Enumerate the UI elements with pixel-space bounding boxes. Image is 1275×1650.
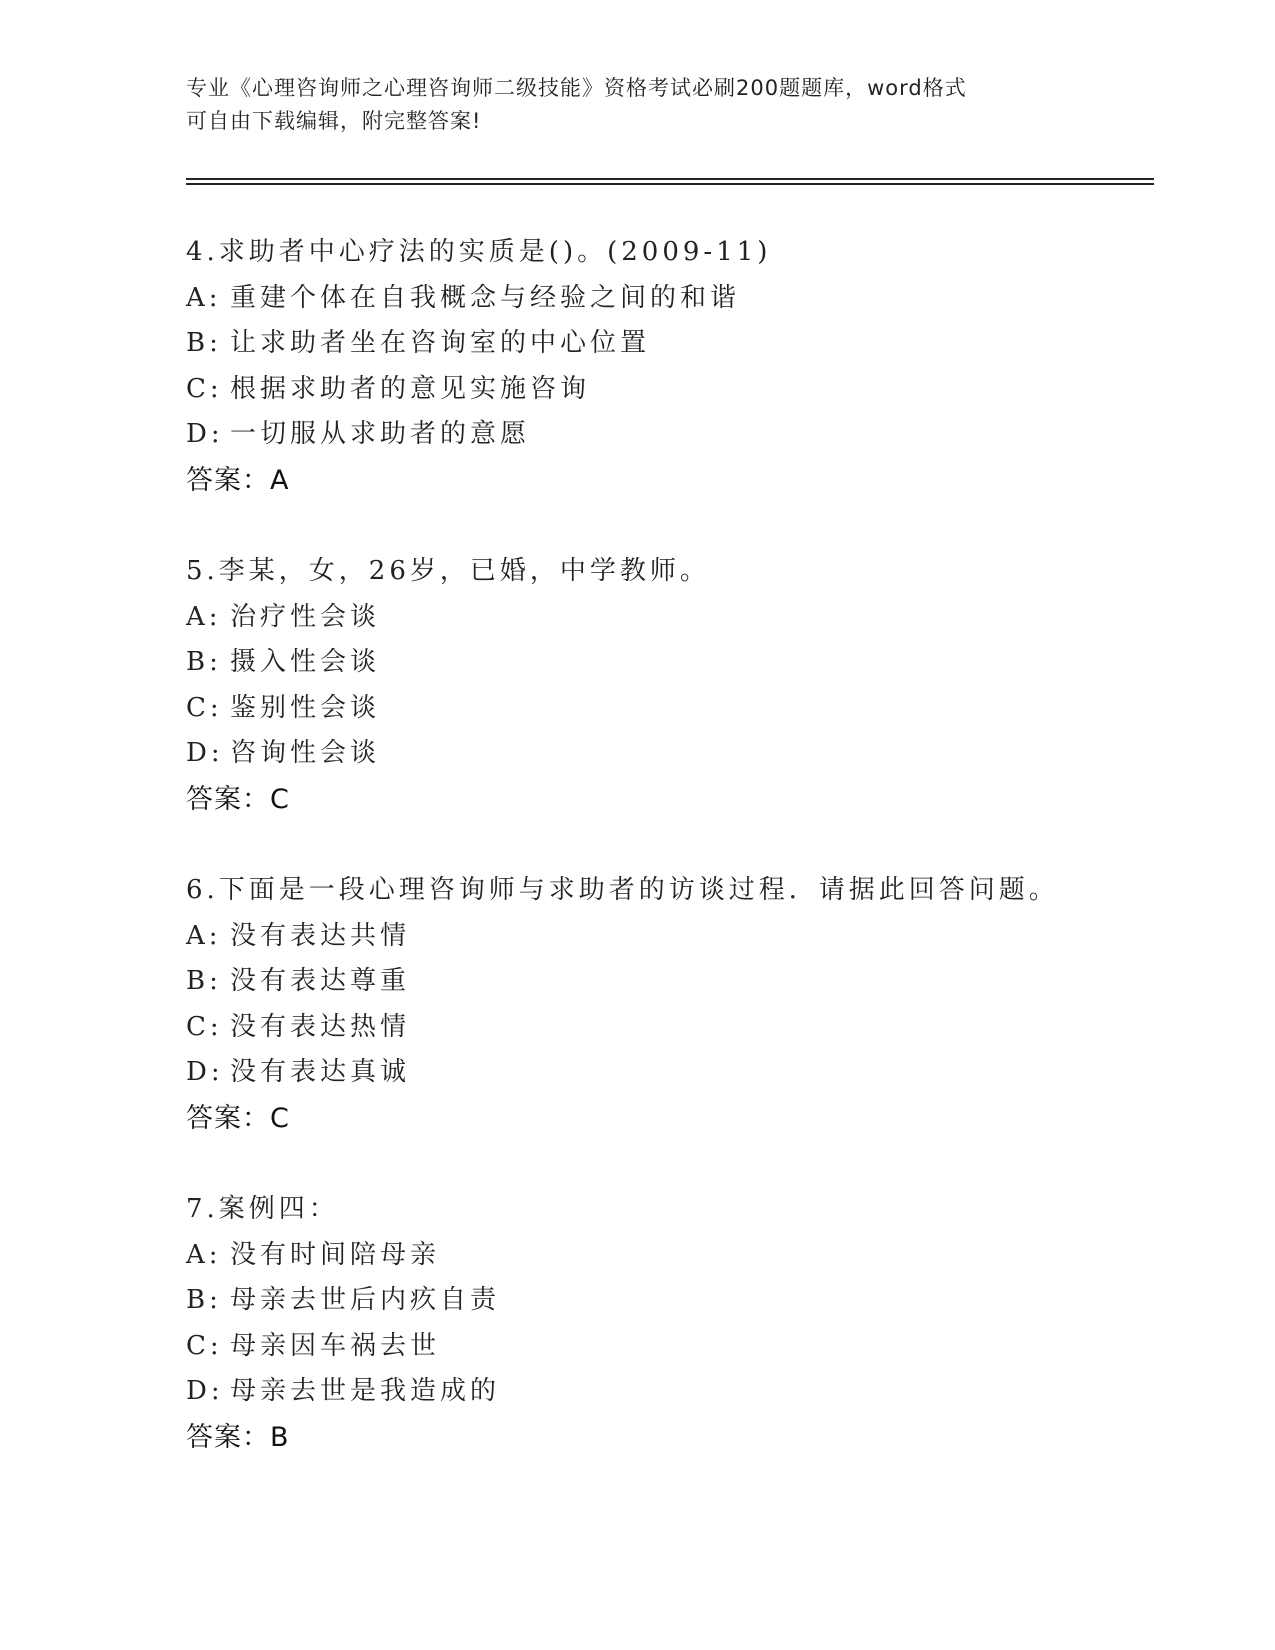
option-a	[186, 914, 1154, 960]
option-text: 治疗性会谈	[230, 601, 381, 632]
option-c	[186, 1324, 1154, 1370]
answer-line: 答案：A	[186, 464, 290, 496]
option-letter: A:	[186, 601, 222, 632]
question-stem: 7.案例四：	[186, 1194, 339, 1224]
question-stem: 4.求助者中心疗法的实质是()。(2009-11)	[186, 237, 772, 267]
question-5	[186, 549, 1154, 822]
question-stem: 6.下面是一段心理咨询师与求助者的访谈过程．请据此回答问题。	[186, 875, 1059, 905]
option-d	[186, 412, 1154, 458]
option-text: 摄入性会谈	[230, 647, 381, 677]
document-header	[186, 72, 1086, 138]
header-divider-top	[186, 178, 1154, 180]
option-letter: C:	[186, 692, 223, 723]
option-text: 根据求助者的意见实施咨询	[230, 373, 591, 404]
option-d	[186, 1369, 1154, 1415]
question-stem: 5.李某，女，26岁，已婚，中学教师。	[186, 556, 710, 586]
option-text: 咨询性会谈	[230, 738, 381, 768]
question-4	[186, 230, 1154, 503]
option-letter: D:	[186, 738, 224, 768]
answer-line: 答案：B	[186, 1421, 290, 1453]
option-text: 一切服从求助者的意愿	[230, 419, 531, 449]
question-7	[186, 1187, 1154, 1460]
option-letter: A:	[186, 1239, 222, 1270]
option-letter: C:	[186, 373, 223, 404]
option-c	[186, 1005, 1154, 1051]
option-text: 母亲去世是我造成的	[230, 1376, 501, 1406]
option-letter: C:	[186, 1011, 223, 1042]
option-c	[186, 686, 1154, 732]
option-text: 没有表达真诚	[230, 1057, 411, 1087]
option-text: 没有时间陪母亲	[230, 1239, 441, 1270]
option-b	[186, 1278, 1154, 1324]
option-text: 没有表达热情	[230, 1011, 411, 1042]
option-d	[186, 731, 1154, 777]
option-text: 没有表达尊重	[230, 966, 411, 996]
question-6	[186, 868, 1154, 1141]
option-b	[186, 321, 1154, 367]
option-d	[186, 1050, 1154, 1096]
option-letter: D:	[186, 1376, 224, 1406]
option-a	[186, 1233, 1154, 1279]
option-letter: B:	[186, 647, 222, 677]
option-c	[186, 367, 1154, 413]
option-text: 重建个体在自我概念与经验之间的和谐	[230, 282, 741, 313]
option-a	[186, 276, 1154, 322]
option-text: 让求助者坐在咨询室的中心位置	[230, 328, 651, 358]
option-letter: D:	[186, 419, 224, 449]
option-letter: D:	[186, 1057, 224, 1087]
option-text: 母亲因车祸去世	[230, 1330, 441, 1361]
option-text: 母亲去世后内疚自责	[230, 1285, 501, 1315]
option-b	[186, 640, 1154, 686]
header-line-2: 可自由下载编辑，附完整答案!	[186, 109, 482, 133]
option-letter: B:	[186, 328, 222, 358]
option-letter: A:	[186, 282, 222, 313]
answer-line: 答案：C	[186, 783, 290, 815]
header-line-1: 专业《心理咨询师之心理咨询师二级技能》资格考试必刷200题题库，word格式	[186, 76, 967, 100]
header-divider-bottom	[186, 183, 1154, 185]
question-list	[186, 230, 1154, 1460]
option-b	[186, 959, 1154, 1005]
option-letter: A:	[186, 920, 222, 951]
option-text: 没有表达共情	[230, 920, 411, 951]
answer-line: 答案：C	[186, 1102, 290, 1134]
option-text: 鉴别性会谈	[230, 692, 381, 723]
option-a	[186, 595, 1154, 641]
option-letter: C:	[186, 1330, 223, 1361]
option-letter: B:	[186, 966, 222, 996]
option-letter: B:	[186, 1285, 222, 1315]
